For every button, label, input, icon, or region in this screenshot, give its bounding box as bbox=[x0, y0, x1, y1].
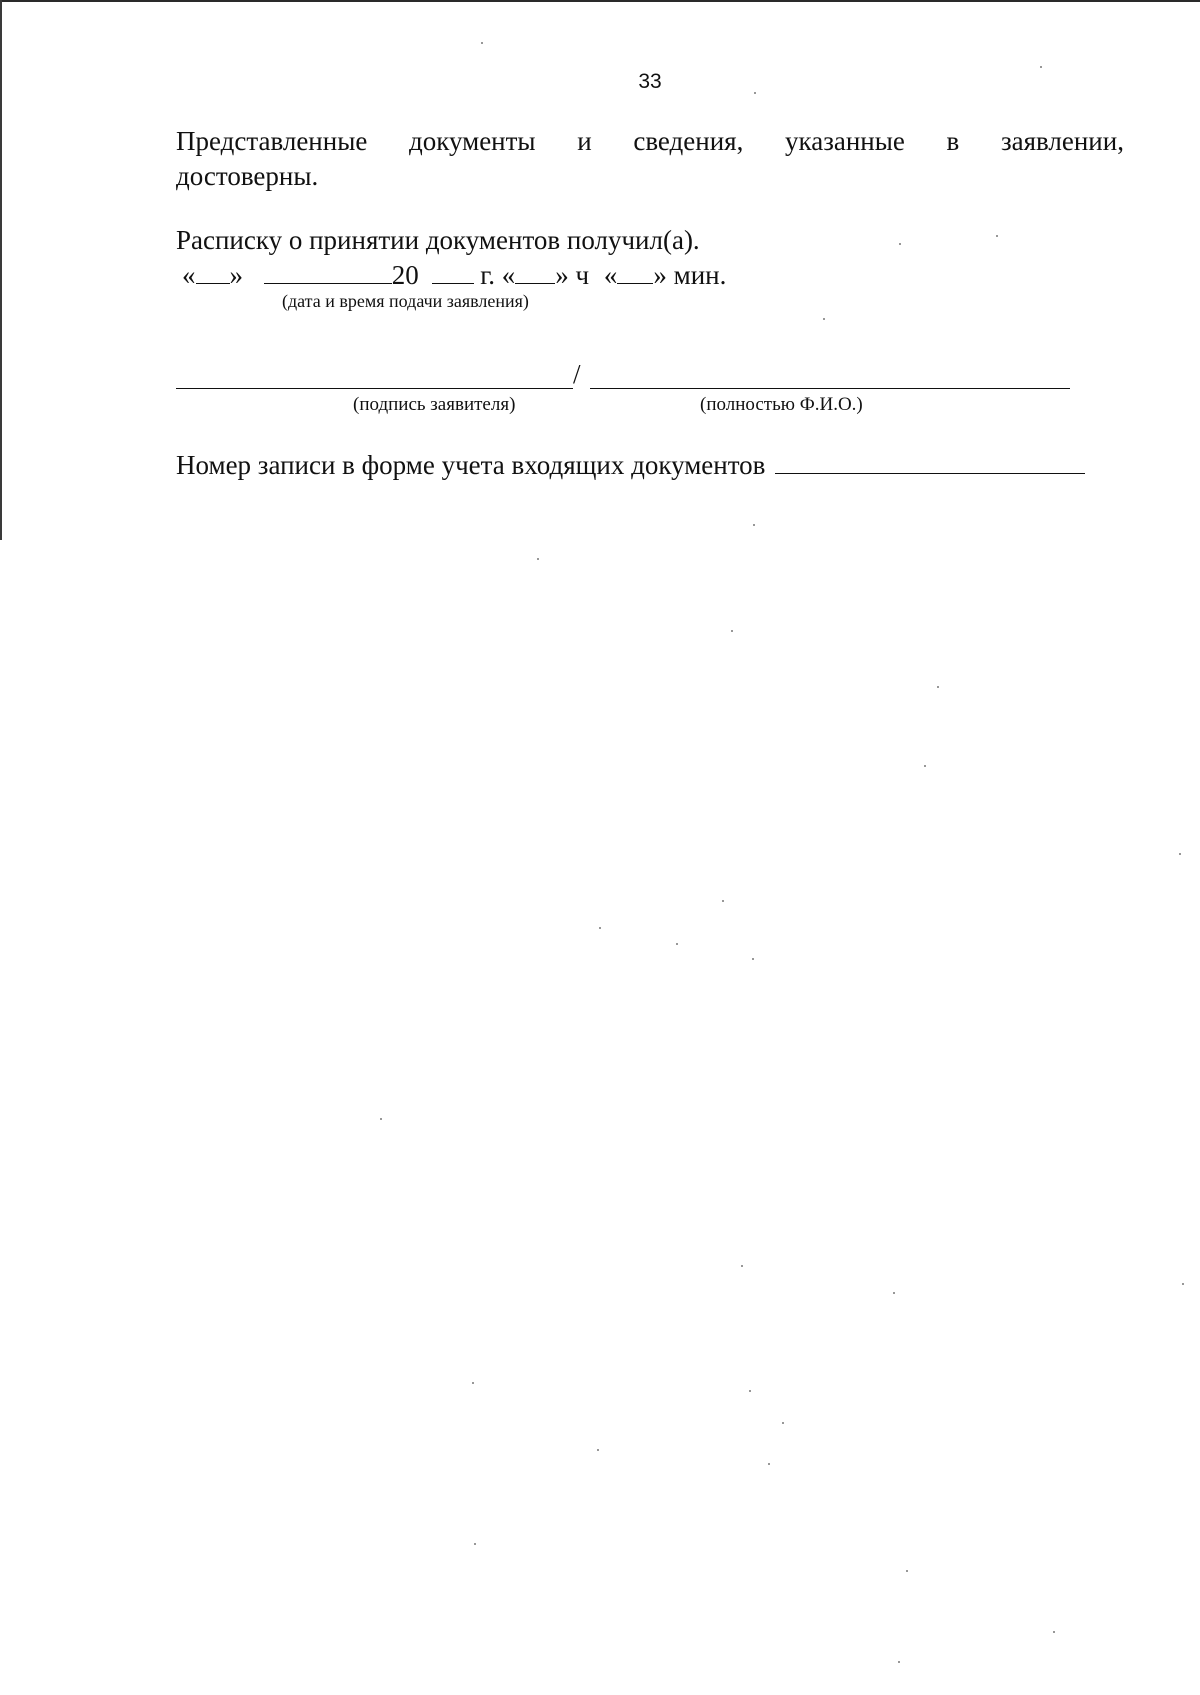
day-close-quote: » bbox=[229, 260, 243, 290]
scan-speck bbox=[899, 243, 901, 245]
minutes-open-quote: « bbox=[603, 260, 618, 290]
record-number-field[interactable] bbox=[775, 449, 1085, 474]
scan-speck bbox=[924, 765, 926, 767]
statement-line-1 bbox=[176, 124, 1124, 159]
scan-speck bbox=[472, 1382, 474, 1384]
scan-speck bbox=[996, 235, 998, 237]
scan-speck bbox=[537, 558, 539, 560]
scan-speck bbox=[754, 92, 756, 94]
scan-speck bbox=[597, 1449, 599, 1451]
statement-line-2: достоверны. bbox=[176, 161, 319, 191]
scan-speck bbox=[474, 1543, 476, 1545]
scan-speck bbox=[937, 686, 939, 688]
page-number: 33 bbox=[638, 70, 662, 93]
scan-speck bbox=[599, 927, 601, 929]
statement-word: сведения, bbox=[633, 126, 744, 156]
scan-speck bbox=[722, 900, 724, 902]
statement-word: документы bbox=[409, 126, 536, 156]
statement-word: заявлении, bbox=[1000, 126, 1124, 156]
statement-word: Представленные bbox=[176, 126, 368, 156]
statement-paragraph bbox=[176, 124, 1124, 194]
scan-speck bbox=[753, 524, 755, 526]
statement-word: в bbox=[946, 126, 960, 156]
applicant-signature-field[interactable] bbox=[176, 388, 573, 389]
scan-speck bbox=[749, 1390, 751, 1392]
hours-suffix: » ч bbox=[555, 260, 590, 290]
scan-speck bbox=[1179, 853, 1181, 855]
year-field[interactable] bbox=[432, 259, 474, 284]
record-number-label: Номер записи в форме учета входящих документов bbox=[176, 450, 766, 480]
scan-speck bbox=[823, 318, 825, 320]
scan-speck bbox=[481, 42, 483, 44]
month-field[interactable] bbox=[264, 259, 392, 284]
scan-speck bbox=[731, 630, 733, 632]
full-name-caption: (полностью Ф.И.О.) bbox=[700, 394, 863, 415]
scan-speck bbox=[1053, 1631, 1055, 1633]
scan-speck bbox=[676, 943, 678, 945]
signature-separator: / bbox=[573, 359, 581, 389]
scan-edge-left bbox=[0, 0, 2, 540]
scan-speck bbox=[768, 1463, 770, 1465]
full-name-field[interactable] bbox=[590, 388, 1070, 389]
minutes-suffix: » мин. bbox=[653, 260, 727, 290]
scan-speck bbox=[898, 1661, 900, 1663]
signature-caption: (подпись заявителя) bbox=[353, 394, 516, 415]
minutes-field[interactable] bbox=[617, 259, 653, 284]
scan-speck bbox=[741, 1265, 743, 1267]
date-time-line bbox=[182, 259, 726, 291]
day-open-quote: « bbox=[182, 260, 196, 290]
scan-speck bbox=[380, 1118, 382, 1120]
hours-field[interactable] bbox=[515, 259, 555, 284]
day-field[interactable] bbox=[196, 259, 230, 284]
record-number-line bbox=[176, 449, 1085, 481]
statement-word: указанные bbox=[785, 126, 905, 156]
scan-speck bbox=[1040, 66, 1042, 68]
receipt-statement: Расписку о принятии документов получил(а). bbox=[176, 225, 700, 255]
scan-edge-top bbox=[0, 0, 1200, 2]
year-suffix: г. « bbox=[480, 260, 516, 290]
date-time-caption: (дата и время подачи заявления) bbox=[282, 291, 529, 311]
scan-speck bbox=[782, 1422, 784, 1424]
statement-word: и bbox=[577, 126, 592, 156]
year-prefix: 20 bbox=[391, 260, 419, 290]
scan-speck bbox=[893, 1292, 895, 1294]
scan-speck bbox=[906, 1570, 908, 1572]
scan-speck bbox=[752, 958, 754, 960]
scan-speck bbox=[1182, 1283, 1184, 1285]
